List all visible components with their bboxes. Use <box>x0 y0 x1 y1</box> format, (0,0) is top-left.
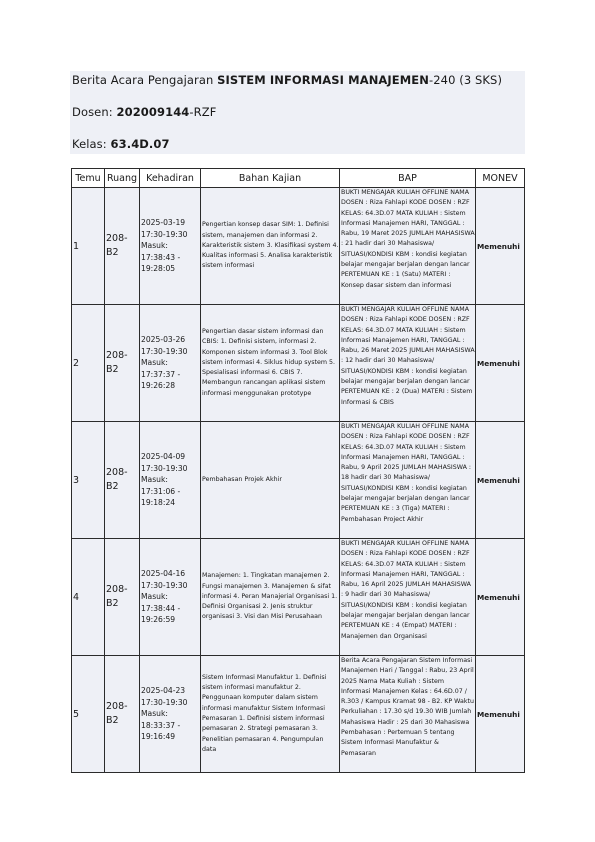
cell-kehadiran: 2025-04-16 17:30-19:30 Masuk: 17:38:44 - 19:26:59 <box>140 539 201 656</box>
cell-kehadiran: 2025-04-23 17:30-19:30 Masuk: 18:33:37 - 19:16:49 <box>140 656 201 773</box>
cell-bahan-kajian: Manajemen: 1. Tingkatan manajemen 2. Fungsi manajemen 3. Manajemen & sifat informasi 4. Peran Manajerial Organisasi 1. Definisi Organisasi 2. Jenis struktur organisasi 3. Visi dan Misi Perusahaan <box>201 539 340 656</box>
table-row <box>72 539 525 656</box>
cell-temu: 3 <box>72 422 105 539</box>
table-row <box>72 656 525 773</box>
cell-ruang: 208-B2 <box>105 305 140 422</box>
bap-text: Berita Acara Pengajaran Sistem Informasi Manajemen Hari / Tanggal : Rabu, 23 April 2025 Nama Mata Kuliah : Sistem Informasi Manajemen Kelas : 64.6D.07 / R.303 / Kampus Kramat 98 - B2. KP Waktu Perkuliahan : 17.30 s/d 19.30 WIB Jumlah Mahasiswa Hadir : 25 dari 30 Mahasiswa Pembahasan : Pertemuan 5 tentang Sistem Informasi Manufaktur & Pemasaran <box>341 657 474 757</box>
cell-monev: Memenuhi <box>476 422 525 539</box>
cell-bap <box>340 656 476 773</box>
cell-bap <box>340 188 476 305</box>
class-line: Kelas: 63.4D.07 <box>72 137 170 151</box>
course-title: Berita Acara Pengajaran SISTEM INFORMASI MANAJEMEN-240 (3 SKS) <box>72 73 503 87</box>
cell-monev: Memenuhi <box>476 656 525 773</box>
bap-text: BUKTI MENGAJAR KULIAH OFFLINE NAMA DOSEN : Riza Fahlapi KODE DOSEN : RZF KELAS: 64.3D.07 MATA KULIAH : Sistem Informasi Manajemen HARI, TANGGAL : Rabu, 19 Maret 2025 JUMLAH MAHASISWA : 21 hadir dari 30 Mahasiswa/ SITUASI/KONDISI KBM : kondisi kegiatan belajar mengajar berjalan dengan lancar PERTEMUAN KE : 1 (Satu) MATERI : Konsep dasar sistem dan informasi <box>341 189 475 289</box>
table-header-row <box>72 169 525 188</box>
bap-text: BUKTI MENGAJAR KULIAH OFFLINE NAMA DOSEN : Riza Fahlapi KODE DOSEN : RZF KELAS: 64.3D.07 MATA KULIAH : Sistem Informasi Manajemen HARI, TANGGAL : Rabu, 16 April 2025 JUMLAH MAHASISWA : 9 hadir dari 30 Mahasiswa/ SITUASI/KONDISI KBM : kondisi kegiatan belajar mengajar berjalan dengan lancar PERTEMUAN KE : 4 (Empat) MATERI : Manajemen dan Organisasi <box>341 540 471 640</box>
cell-bahan-kajian: Pembahasan Projek Akhir <box>201 422 340 539</box>
cell-ruang: 208-B2 <box>105 539 140 656</box>
col-header-kehadiran: Kehadiran <box>140 169 201 188</box>
cell-bahan-kajian: Pengertian dasar sistem informasi dan CBIS: 1. Definisi sistem, informasi 2. Komponen sistem informasi 3. Tool Blok sistem informasi 4. Siklus hidup system 5. Spesialisasi informasi 6. CBIS 7. Membangun rancangan aplikasi sistem informasi menggunakan prototype <box>201 305 340 422</box>
document-header <box>70 71 525 154</box>
cell-ruang: 208-B2 <box>105 188 140 305</box>
table-row <box>72 305 525 422</box>
col-header-bahan-kajian: Bahan Kajian <box>201 169 340 188</box>
cell-bap <box>340 305 476 422</box>
cell-monev: Memenuhi <box>476 539 525 656</box>
cell-temu: 1 <box>72 188 105 305</box>
cell-kehadiran: 2025-04-09 17:30-19:30 Masuk: 17:31:06 - 19:18:24 <box>140 422 201 539</box>
cell-bahan-kajian: Sistem Informasi Manufaktur 1. Definisi sistem informasi manufaktur 2. Penggunaan komputer dalam sistem informasi manufaktur Sistem Informasi Pemasaran 1. Definisi sistem informasi pemasaran 2. Strategi pemasaran 3. Penelitian pemasaran 4. Pengumpulan data <box>201 656 340 773</box>
cell-kehadiran: 2025-03-26 17:30-19:30 Masuk: 17:37:37 - 19:26:28 <box>140 305 201 422</box>
cell-temu: 5 <box>72 656 105 773</box>
cell-bap <box>340 422 476 539</box>
col-header-temu: Temu <box>72 169 105 188</box>
cell-monev: Memenuhi <box>476 305 525 422</box>
col-header-ruang: Ruang <box>105 169 140 188</box>
cell-ruang: 208-B2 <box>105 422 140 539</box>
cell-monev: Memenuhi <box>476 188 525 305</box>
col-header-bap: BAP <box>340 169 476 188</box>
teaching-report-table <box>71 168 525 773</box>
cell-kehadiran: 2025-03-19 17:30-19:30 Masuk: 17:38:43 - 19:28:05 <box>140 188 201 305</box>
table-row <box>72 188 525 305</box>
bap-text: BUKTI MENGAJAR KULIAH OFFLINE NAMA DOSEN : Riza Fahlapi KODE DOSEN : RZF KELAS: 64.3D.07 MATA KULIAH : Sistem Informasi Manajemen HARI, TANGGAL : Rabu, 9 April 2025 JUMLAH MAHASISWA : 18 hadir dari 30 Mahasiswa/ SITUASI/KONDISI KBM : kondisi kegiatan belajar mengajar berjalan dengan lancar PERTEMUAN KE : 3 (Tiga) MATERI : Pembahasan Project Akhir <box>341 423 472 523</box>
cell-temu: 2 <box>72 305 105 422</box>
bap-text: BUKTI MENGAJAR KULIAH OFFLINE NAMA DOSEN : Riza Fahlapi KODE DOSEN : RZF KELAS: 64.3D.07 MATA KULIAH : Sistem Informasi Manajemen HARI, TANGGAL : Rabu, 26 Maret 2025 JUMLAH MAHASISWA : 12 hadir dari 30 Mahasiswa/ SITUASI/KONDISI KBM : kondisi kegiatan belajar mengajar berjalan dengan lancar PERTEMUAN KE : 2 (Dua) MATERI : Sistem Informasi & CBIS <box>341 306 475 406</box>
lecturer-line: Dosen: 202009144-RZF <box>72 105 217 119</box>
cell-bahan-kajian: Pengertian konsep dasar SIM: 1. Definisi sistem, manajemen dan informasi 2. Karakteristik sistem 3. Klasifikasi system 4. Kualitas informasi 5. Analisa karakteristik sistem informasi <box>201 188 340 305</box>
table-row <box>72 422 525 539</box>
cell-ruang: 208-B2 <box>105 656 140 773</box>
col-header-monev: MONEV <box>476 169 525 188</box>
cell-bap <box>340 539 476 656</box>
cell-temu: 4 <box>72 539 105 656</box>
